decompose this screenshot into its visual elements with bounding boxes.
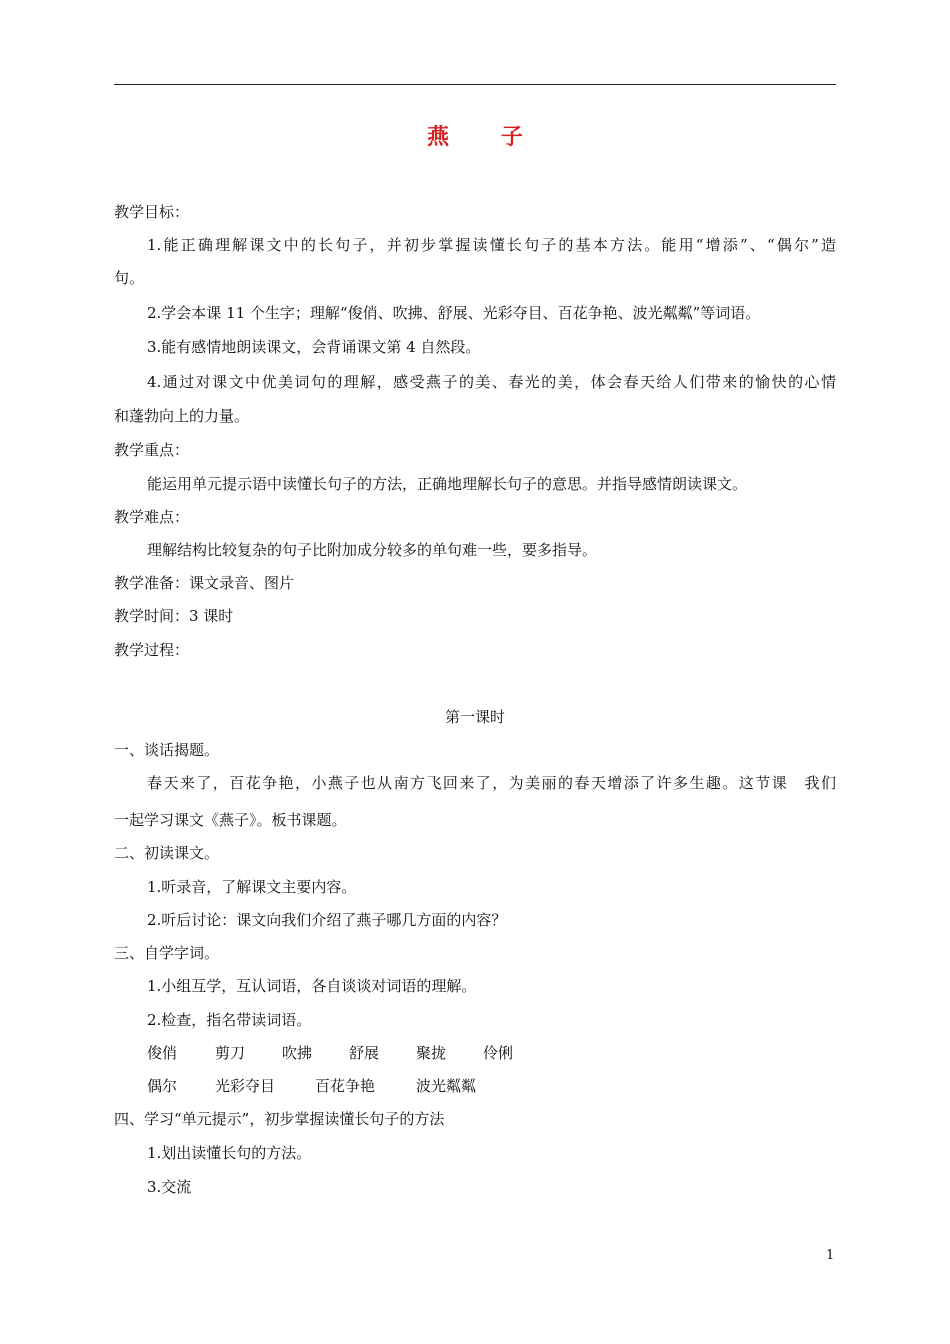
- word-item: 俊俏: [147, 1044, 178, 1062]
- word-item: 吹拂: [282, 1044, 313, 1062]
- difficulty-text: 理解结构比较复杂的句子比附加成分较多的单句难一些，要多指导。: [147, 541, 598, 559]
- page-title: 燕 子: [427, 124, 545, 150]
- key-points-heading: 教学重点：: [114, 441, 190, 459]
- section-1-line-1: 春天来了，百花争艳，小燕子也从南方飞回来了，为美丽的春天增添了许多生趣。这节课 我们: [147, 774, 836, 792]
- preparation: 教学准备：课文录音、图片: [114, 574, 295, 592]
- section-3-item-2: 2.检查，指名带读词语。: [147, 1011, 312, 1029]
- word-item: 光彩夺目: [215, 1077, 276, 1095]
- difficulty-heading: 教学难点：: [114, 508, 190, 526]
- objective-2: 2.学会本课 11 个生字；理解“俊俏、吹拂、舒展、光彩夺目、百花争艳、波光粼粼”等词语。: [147, 304, 761, 322]
- section-4-heading: 四、学习“单元提示”，初步掌握读懂长句子的方法: [114, 1110, 445, 1128]
- section-3-item-1: 1.小组互学，互认词语，各自谈谈对词语的理解。: [147, 977, 477, 995]
- objective-1-line-1: 1.能正确理解课文中的长句子，并初步掌握读懂长句子的基本方法。能用“增添”、“偶尔”造: [147, 236, 836, 254]
- section-1-heading: 一、谈话揭题。: [114, 741, 220, 759]
- section-2-heading: 二、初读课文。: [114, 844, 220, 862]
- objective-4-line-1: 4.通过对课文中优美词句的理解，感受燕子的美、春光的美，体会春天给人们带来的愉快的心情: [147, 373, 836, 391]
- section-2-item-1: 1.听录音，了解课文主要内容。: [147, 878, 357, 896]
- section-2-item-2: 2.听后讨论：课文向我们介绍了燕子哪几方面的内容？: [147, 911, 507, 929]
- word-item: 偶尔: [147, 1077, 178, 1095]
- word-item: 伶俐: [483, 1044, 514, 1062]
- objectives-heading: 教学目标：: [114, 203, 190, 221]
- objective-1-line-2: 句。: [114, 269, 145, 287]
- word-item: 剪刀: [215, 1044, 246, 1062]
- process-heading: 教学过程：: [114, 641, 190, 659]
- section-1-line-2: 一起学习课文《燕子》。板书课题。: [114, 811, 347, 829]
- word-item: 波光粼粼: [416, 1077, 477, 1095]
- word-item: 聚拢: [416, 1044, 447, 1062]
- section-3-heading: 三、自学字词。: [114, 944, 220, 962]
- header-rule: [114, 84, 836, 85]
- word-item: 百花争艳: [315, 1077, 376, 1095]
- objective-3: 3.能有感情地朗读课文，会背诵课文第 4 自然段。: [147, 338, 481, 356]
- section-4-item-3: 3.交流: [147, 1178, 192, 1196]
- teaching-time: 教学时间：3 课时: [114, 607, 234, 625]
- word-item: 舒展: [349, 1044, 380, 1062]
- page-number: 1: [826, 1248, 835, 1263]
- objective-4-line-2: 和蓬勃向上的力量。: [114, 407, 250, 425]
- section-4-item-1: 1.划出读懂长句的方法。: [147, 1144, 312, 1162]
- lesson-1-heading: 第一课时: [444, 708, 505, 726]
- key-points-text: 能运用单元提示语中读懂长句子的方法，正确地理解长句子的意思。并指导感情朗读课文。: [147, 475, 748, 493]
